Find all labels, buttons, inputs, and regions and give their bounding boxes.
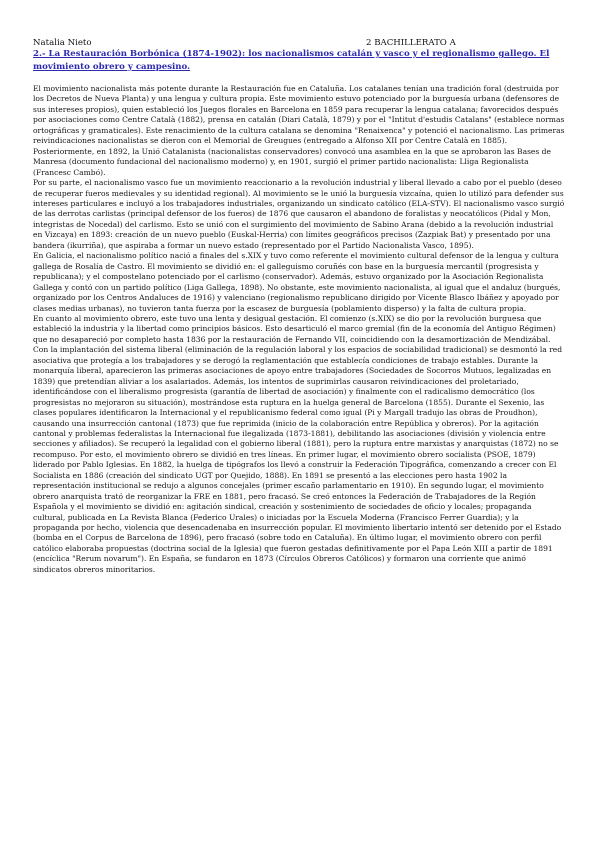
course-label: 2 BACHILLERATO A — [366, 38, 456, 48]
paragraph-workers-movement: En cuanto al movimiento obrero, este tuvo una lenta y desigual gestación. El comienzo (s.XIX) se dio por la revolución burguesa que estableció la industria y la libertad como principios básicos. Esto desarticuló el marco gremial (fin de la economía del Antiguo Régimen) que no desapareció por completo hasta 1836 por la restauración de Fernando VII, coincidiendo con la desamortización de Mendizábal. Con la implantación del sistema liberal (eliminación de la regulación laboral y los espacios de sociabilidad tradicional) se desmontó la red asociativa que protegía a los trabajadores y se derogó la reglamentación que establecía condiciones de trabajo estables. Durante la monarquía liberal, aparecieron las primeras asociaciones de apoyo entre trabajadores (Sociedades de Socorros Mutuos, legalizadas en 1839) que pretendían aliviar a los asalariados. Además, los intentos de suprimirlas causaron reivindicaciones del proletariado, identificándose con el liberalismo progresista (garantía de libertad de asociación) y finalmente con el radicalismo democrático (los progresistas no mejoraron su situación), mostrándose esta ruptura en la huelga general de Barcelona (1855). Durante el Sexenio, las clases populares identificaron la Internacional y el republicanismo federal como igual (Pi y Margall tradujo las obras de Proudhon), causando una insurrección cantonal (1873) que fue reprimida (inicio de la colaboración entre República y obreros). Por la agitación cantonal y problemas federalistas la Internacional fue ilegalizada (1873-1881), debilitando las asociaciones (división y violencia entre secciones y afiliados). Se recuperó la legalidad con el gobierno liberal (1881), pero la ruptura entre marxistas y anarquistas (1872) no se recompuso. Por esto, el movimiento obrero se dividió en tres líneas. En primer lugar, el movimiento obrero socialista (PSOE, 1879) liderado por Pablo Iglesias. En 1882, la huelga de tipógrafos los llevó a construir la Federación Tipográfica, comenzando a crecer con El Socialista en 1886 (creación del sindicato UGT por Quejido, 1888). En 1891 se presentó a las elecciones pero hasta 1902 la representación institucional se redujo a algunos concejales (primer escaño parlamentario en 1910). En segundo lugar, el movimiento obrero anarquista trató de reorganizar la FRE en 1881, pero fracasó. Se creó entonces la Federación de Trabajadores de la Región Española y el movimiento se dividió en: agitación sindical, creación y sostenimiento de sociedades de oficio y locales; propaganda cultural, publicada en La Revista Blanca (Federico Urales) o iniciadas por la Escuela Moderna (Francisco Ferrer Guardia); y la propaganda por hecho, violencia que desencadenaba en insurrección popular. El movimiento libertario intentó ser detenido por el Estado (bomba en el Corpus de Barcelona de 1896), pero fracasó (sobre todo en Cataluña). En último lugar, el movimiento obrero con perfil católico elaboraba propuestas (doctrina social de la Iglesia) que fueron gestadas definitivamente por el Papa León XIII a partir de 1891 (encíclica "Rerum novarum"). En España, se fundaron en 1873 (Círculos Obreros Católicos) y formaron una corriente que animó sindicatos obreros minoritarios. — [33, 313, 563, 574]
document-title: 2.- La Restauración Borbónica (1874-1902): los nacionalismos catalán y vasco y el regionalismo gallego. El movimiento obrero y campesino. — [33, 49, 550, 72]
paragraph-galician-regionalism: En Galicia, el nacionalismo político nació a finales del s.XIX y tuvo como referente el movimiento cultural defensor de la lengua y cultura gallega de Rosalía de Castro. El movimiento se dividió en: el galleguismo coruñés con base en la burguesía mercantil (progresista y republicana); y el compostelano potenciado por el carlismo (conservador). Además, estuvo organizado por la Asociación Regionalista Gallega y contó con un partido político (Liga Gallega, 1898). No obstante, este movimiento nacionalista, al igual que el andaluz (burgués, organizado por los Centros Andaluces de 1916) y valenciano (regionalismo republicano dirigido por Vicente Blasco Ibáñez y apoyado por clases medias urbanas), no tuvieron tanta fuerza por la escasez de burguesía (poblamiento disperso) y la falta de cultura propia. — [33, 251, 561, 313]
document-body — [33, 84, 565, 575]
author-name: Natalia Nieto — [33, 38, 92, 48]
paragraph-catalan-nationalism: El movimiento nacionalista más potente durante la Restauración fue en Cataluña. Los catalanes tenían una tradición foral (destruida por los Decretos de Nueva Planta) y una lengua y cultura propia. Este movimiento estuvo potenciado por la burguesía urbana (defensores de sus intereses propios), quien estableció los Juegos florales en Barcelona en 1859 para recuperar la lengua catalana; favorecidos después por asociaciones como Centre Català (1882), prensa en catalán (Diari Català, 1879) y por el "Intitut d'estudis Catalans" (establece normas ortográficas y gramaticales). Este renacimiento de la cultura catalana se denomina "Renaixenca" y potenció el nacionalismo. Las primeras reivindicaciones nacionalistas se dieron con el Memorial de Greugues (entregado a Alfonso XII por Centre Català en 1885). Posteriormente, en 1892, la Unió Catalanista (nacionalistas conservadores) convocó una asamblea en la que se aprobaron las Bases de Manresa (documento fundacional del nacionalismo moderno) y, en 1901, surgió el primer partido nacionalista: Lliga Regionalista (Francesc Cambó). — [33, 84, 565, 177]
paragraph-basque-nationalism: Por su parte, el nacionalismo vasco fue un movimiento reaccionario a la revolución industrial y liberal llevado a cabo por el pueblo (deseo de recuperar fueros medievales y su identidad regional). Al movimiento se le unió la burguesía vizcaína, quien lo utilizó para defender sus intereses particulares e incluyó a los trabajadores industriales, organizando un sindicato católico (ELA-STV). El nacionalismo vasco surgió de las derrotas carlistas (principal defensor de los fueros) de 1876 que causaron el abandono de foralistas y neocatólicos (Pidal y Mon, integristas de Nocedal) del carlismo. Esto se unió con el surgimiento del movimiento de Sabino Arana (debido a la revolución industrial en Vizcaya) en 1893: creación de un nuevo pueblo (Euskal-Herria) con límites geográficos precisos (Zazpiak Bat) y presentado por una bandera (ikurriña), que aspiraba a formar un nuevo estado (representado por el Partido Nacionalista Vasco, 1895). — [33, 178, 565, 250]
